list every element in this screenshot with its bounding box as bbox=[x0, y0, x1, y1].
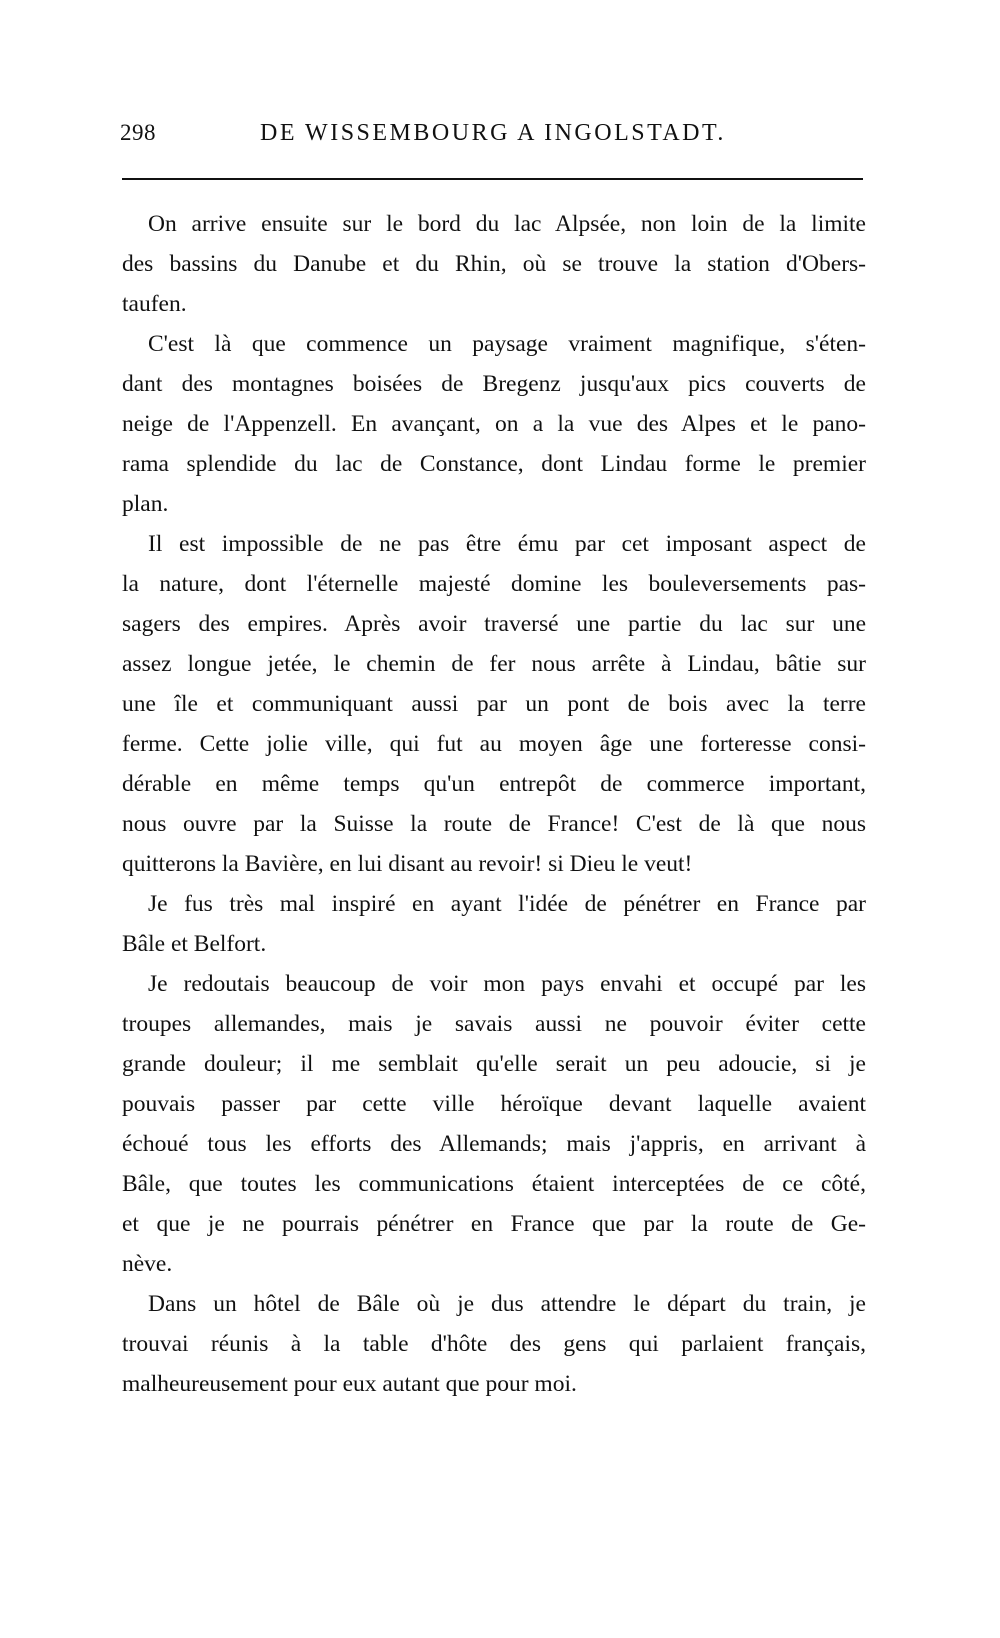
text-line: pouvais passer par cette ville héroïque devant laquelle avaient bbox=[122, 1091, 866, 1117]
text-line: grande douleur; il me semblait qu'elle serait un peu adoucie, si je bbox=[122, 1051, 866, 1077]
text-line: sagers des empires. Après avoir traversé une partie du lac sur une bbox=[122, 611, 866, 637]
text-line: neige de l'Appenzell. En avançant, on a la vue des Alpes et le pano- bbox=[122, 411, 866, 437]
text-line: taufen. bbox=[122, 291, 187, 317]
header-rule bbox=[122, 178, 863, 180]
text-line: ferme. Cette jolie ville, qui fut au moyen âge une forteresse consi- bbox=[122, 731, 866, 757]
text-line: nève. bbox=[122, 1251, 173, 1277]
body-text bbox=[122, 204, 866, 1404]
text-line: des bassins du Danube et du Rhin, où se trouve la station d'Obers- bbox=[122, 251, 866, 277]
text-line: la nature, dont l'éternelle majesté domine les bouleversements pas- bbox=[122, 571, 866, 597]
text-line: dant des montagnes boisées de Bregenz jusqu'aux pics couverts de bbox=[122, 371, 866, 397]
text-line: Je fus très mal inspiré en ayant l'idée de pénétrer en France par bbox=[148, 891, 866, 917]
text-line: et que je ne pourrais pénétrer en France que par la route de Ge- bbox=[122, 1211, 866, 1237]
text-line: trouvai réunis à la table d'hôte des gens qui parlaient français, bbox=[122, 1331, 866, 1357]
text-line: nous ouvre par la Suisse la route de France! C'est de là que nous bbox=[122, 811, 866, 837]
text-line: dérable en même temps qu'un entrepôt de commerce important, bbox=[122, 771, 866, 797]
text-line: Bâle et Belfort. bbox=[122, 931, 267, 957]
text-line: une île et communiquant aussi par un pont de bois avec la terre bbox=[122, 691, 866, 717]
text-line: C'est là que commence un paysage vraiment magnifique, s'éten- bbox=[148, 331, 866, 357]
text-line: assez longue jetée, le chemin de fer nous arrête à Lindau, bâtie sur bbox=[122, 651, 866, 677]
page-number: 298 bbox=[120, 120, 156, 145]
text-line: Bâle, que toutes les communications étaient interceptées de ce côté, bbox=[122, 1171, 866, 1197]
text-line: rama splendide du lac de Constance, dont Lindau forme le premier bbox=[122, 451, 866, 477]
text-line: On arrive ensuite sur le bord du lac Alpsée, non loin de la limite bbox=[148, 211, 866, 237]
text-line: Je redoutais beaucoup de voir mon pays envahi et occupé par les bbox=[148, 971, 866, 997]
running-title: DE WISSEMBOURG A INGOLSTADT. bbox=[260, 120, 726, 146]
page-header bbox=[120, 120, 865, 160]
text-line: échoué tous les efforts des Allemands; mais j'appris, en arrivant à bbox=[122, 1131, 866, 1157]
text-line: plan. bbox=[122, 491, 169, 517]
text-line: Dans un hôtel de Bâle où je dus attendre le départ du train, je bbox=[148, 1291, 866, 1317]
text-line: Il est impossible de ne pas être ému par cet imposant aspect de bbox=[148, 531, 866, 557]
text-line: malheureusement pour eux autant que pour moi. bbox=[122, 1371, 577, 1397]
text-line: troupes allemandes, mais je savais aussi ne pouvoir éviter cette bbox=[122, 1011, 866, 1037]
text-line: quitterons la Bavière, en lui disant au revoir! si Dieu le veut! bbox=[122, 851, 693, 877]
